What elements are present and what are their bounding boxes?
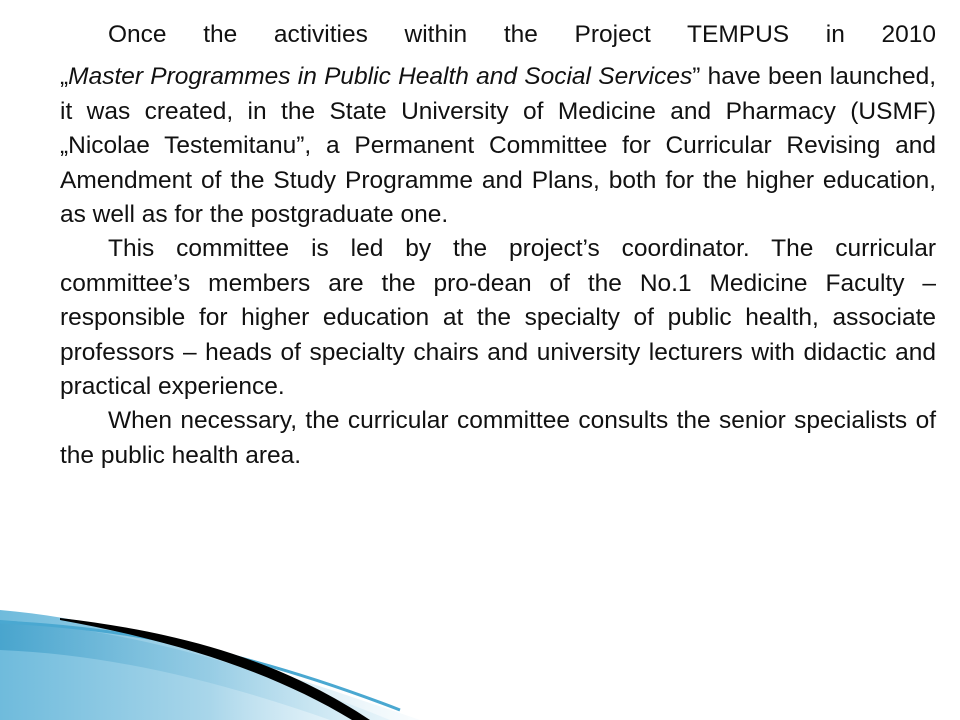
programme-title: Master Programmes in Public Health and Social Services: [68, 63, 693, 91]
paragraph-1-rest: have been launched, it was created, in the State University of Medicine and Pharmacy (USMF) „Nicolae Testemitanu”, a Permanent Committee for Curricular Revising and Amendment of the Study Programme and Plans, both for the higher education, as well as for the postgraduate one.: [60, 63, 937, 229]
paragraph-1-first-line: [60, 18, 936, 52]
corner-swoosh-decoration: [0, 560, 500, 720]
paragraph-2: This committee is led by the project’s coordinator. The curricular committee’s members are the pro-dean of the No.1 Medicine Faculty – responsible for higher education at the specialty of public health, associate professors – heads of specialty chairs and university lecturers with didactic and practical experience.: [60, 235, 936, 401]
body-text: [60, 18, 936, 473]
swoosh-mid-band: [0, 620, 390, 720]
quote-close: ”: [692, 63, 701, 91]
quote-open: „: [60, 63, 69, 91]
paragraph-1-lead: Once the activities within the Project TEMPUS in 2010: [108, 21, 936, 48]
swoosh-dark-stroke: [60, 618, 370, 720]
swoosh-blue-line: [0, 622, 400, 710]
paragraph-3: When necessary, the curricular committee consults the senior specialists of the public health area.: [60, 407, 936, 469]
paragraph-1-body: [60, 60, 936, 232]
swoosh-light-band: [0, 610, 420, 720]
